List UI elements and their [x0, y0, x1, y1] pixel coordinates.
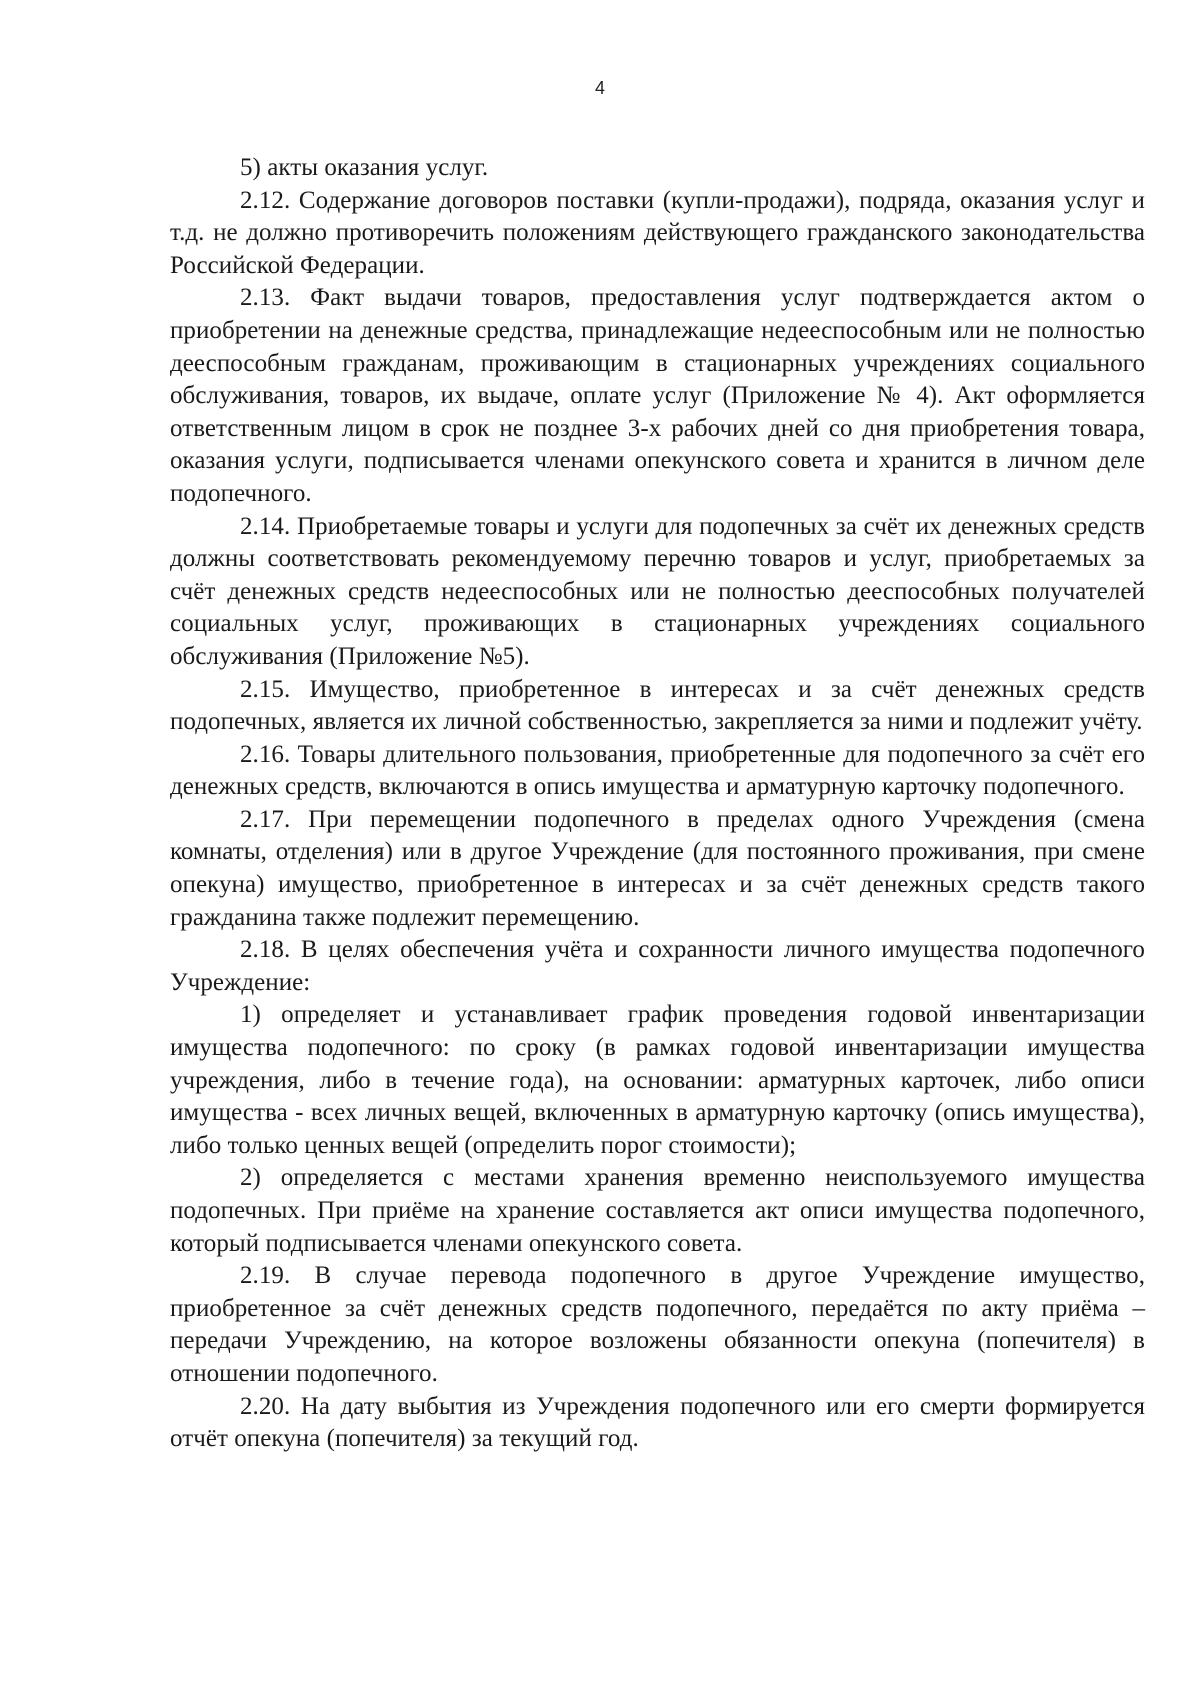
paragraph-2-18: 2.18. В целях обеспечения учёта и сохранности личного имущества подопечного Учреждение: [170, 936, 1145, 996]
paragraph-2-14: 2.14. Приобретаемые товары и услуги для подопечных за счёт их денежных средств должны соответствовать рекомендуемому перечню товаров и услуг, приобретаемых за счёт денежных средств недееспособных или не полностью дееспособных получателей социальных услуг, проживающих в стационарных учреждениях социального обслуживания (Приложение №5). [170, 512, 1145, 670]
paragraph-2-15: 2.15. Имущество, приобретенное в интересах и за счёт денежных средств подопечных, является их личной собственностью, закрепляется за ними и подлежит учёту. [170, 675, 1145, 736]
paragraph-2-18-item-2: 2) определяется с местами хранения временно неиспользуемого имущества подопечных. При приёме на хранение составляется акт описи имущества подопечного, который подписывается членами опекунского совета. [170, 1164, 1145, 1257]
paragraph-2-12: 2.12. Содержание договоров поставки (купли-продажи), подряда, оказания услуг и т.д. не должно противоречить положениям действующего гражданского законодательства Российской Федерации. [170, 186, 1145, 279]
page-number: 4 [594, 78, 605, 98]
paragraph-2-13: 2.13. Факт выдачи товаров, предоставления услуг подтверждается актом о приобретении на денежные средства, принадлежащие недееспособным или не полностью дееспособным гражданам, проживающим в стационарных учреждениях социального обслуживания, товаров, их выдаче, оплате услуг (Приложение № 4). Акт оформляется ответственным лицом в срок не позднее 3-х рабочих дней со дня приобретения товара, оказания услуги, подписывается членами опекунского совета и хранится в личном деле подопечного. [170, 284, 1145, 507]
paragraph-2-19: 2.19. В случае перевода подопечного в другое Учреждение имущество, приобретенное за счёт денежных средств подопечного, передаётся по акту приёма – передачи Учреждению, на которое возложены обязанности опекуна (попечителя) в отношении подопечного. [170, 1262, 1145, 1387]
paragraph-5-acts: 5) акты оказания услуг. [240, 154, 489, 181]
paragraph-2-17: 2.17. При перемещении подопечного в пределах одного Учреждения (смена комнаты, отделения) или в другое Учреждение (для постоянного проживания, при смене опекуна) имущество, приобретенное в интересах и за счёт денежных средств такого гражданина также подлежит перемещению. [170, 805, 1145, 931]
document-body [170, 152, 1145, 1456]
paragraph-2-16: 2.16. Товары длительного пользования, приобретенные для подопечного за счёт его денежных средств, включаются в опись имущества и арматурную карточку подопечного. [170, 740, 1145, 801]
paragraph-2-20: 2.20. На дату выбытия из Учреждения подопечного или его смерти формируется отчёт опекуна (попечителя) за текущий год. [170, 1392, 1145, 1453]
paragraph-2-18-item-1: 1) определяет и устанавливает график проведения годовой инвентаризации имущества подопечного: по сроку (в рамках годовой инвентаризации имущества учреждения, либо в течение года), на основании: арматурных карточек, либо описи имущества - всех личных вещей, включенных в арматурную карточку (опись имущества), либо только ценных вещей (определить порог стоимости); [170, 1001, 1145, 1159]
